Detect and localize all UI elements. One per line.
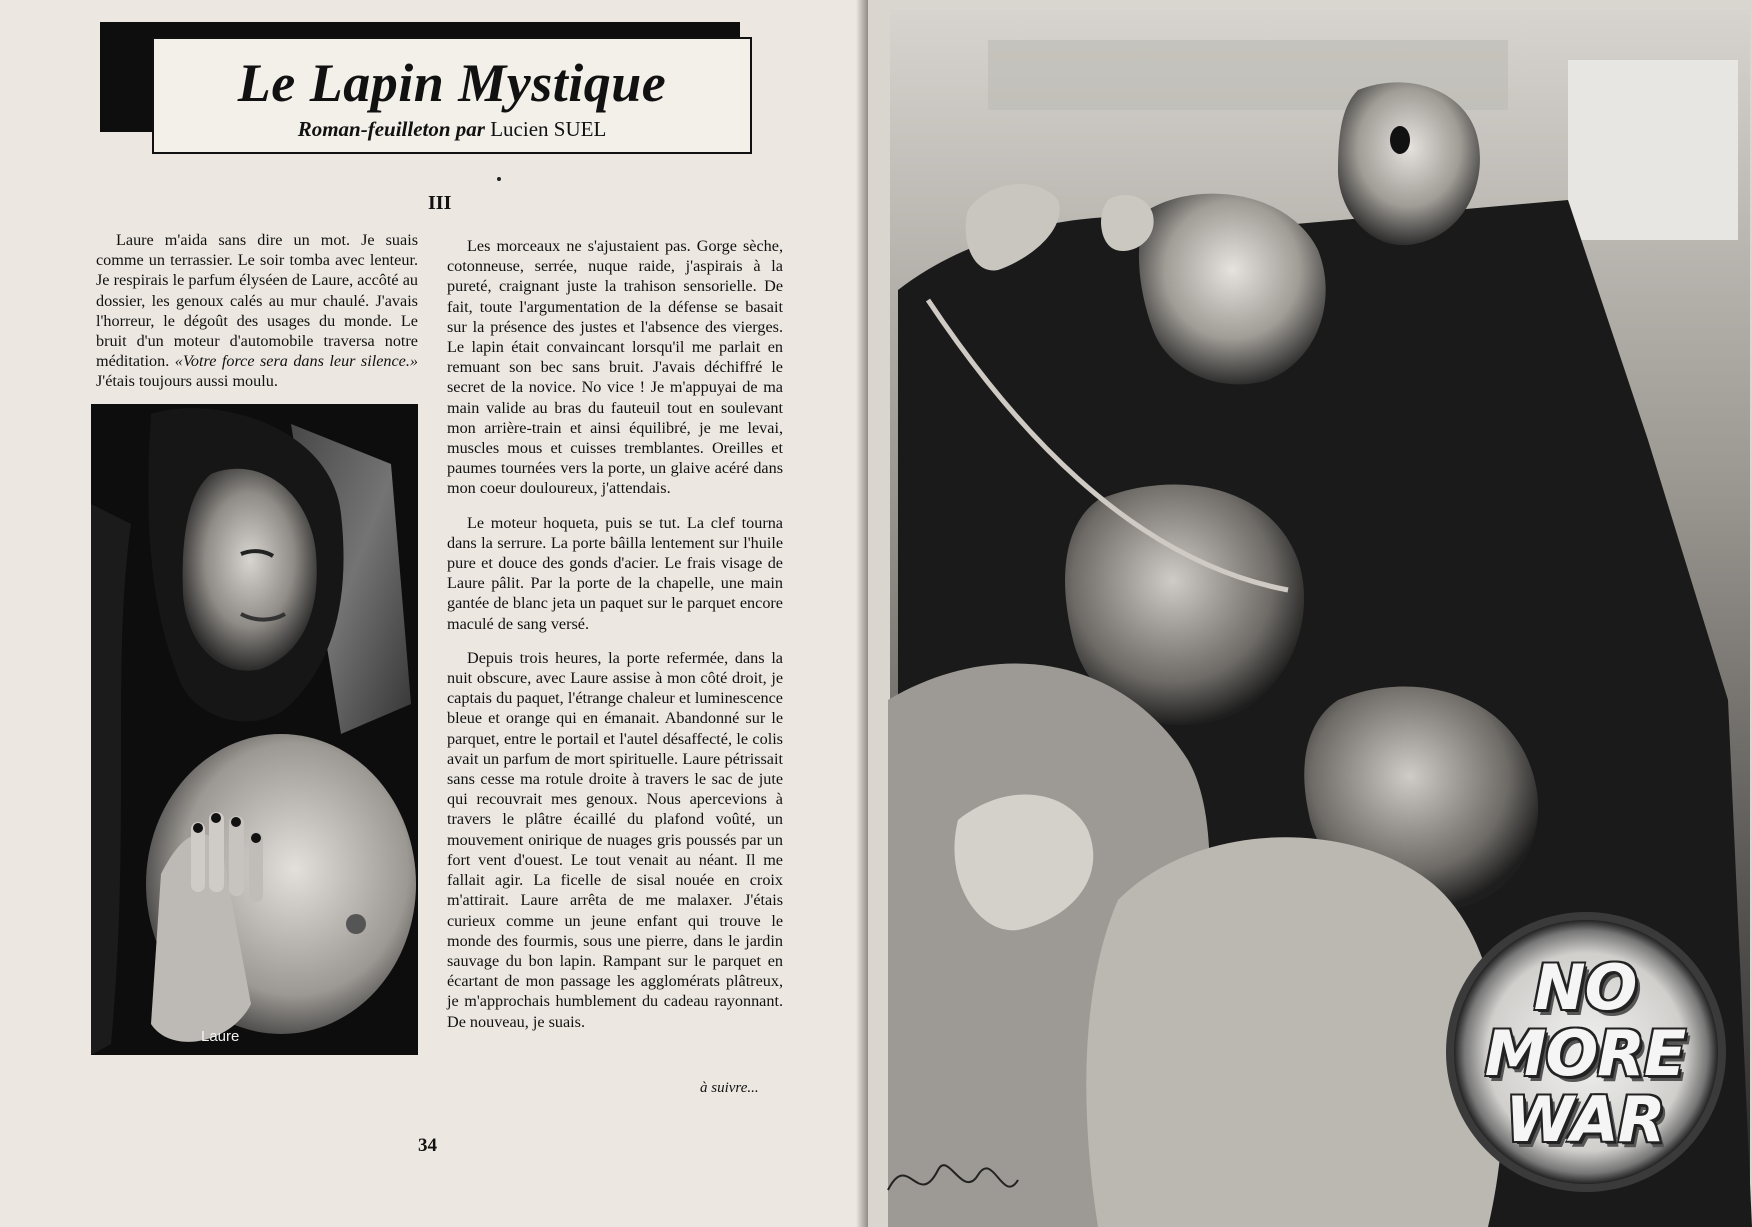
page-number: 34 bbox=[418, 1135, 437, 1156]
no-more-war-badge bbox=[1465, 951, 1705, 1156]
byline bbox=[154, 117, 750, 142]
photo-caption: Laure bbox=[201, 1028, 240, 1045]
right-page bbox=[868, 0, 1752, 1227]
left-page bbox=[0, 0, 868, 1227]
badge-line-1: NO bbox=[1533, 951, 1637, 1024]
to-be-continued: à suivre... bbox=[700, 1080, 759, 1096]
right-text-column bbox=[447, 236, 783, 1046]
author-name: Lucien SUEL bbox=[490, 117, 607, 141]
portrait-photo-laure bbox=[91, 404, 418, 1055]
paragraph-text: Laure m'aida sans dire un mot. Je suais comme un terrassier. Le soir tomba avec lenteur. Je respirais le parfum élyséen de Laure, accôté au dossier, les genoux calés au mur chaulé. J'avais l'horreur, le dégoût des usages du monde. Le bruit d'un moteur d'automobile traversa notre méditation. bbox=[96, 231, 418, 371]
right-paragraph-3: Depuis trois heures, la porte refermée, dans la nuit obscure, avec Laure assise à mon côté droit, je captais du paquet, l'étrange chaleur et luminescence bleue et orange qui en émanait. Abandonné sur le parquet, entre le portail et l'autel désaffecté, le colis avait un parfum de mort spirituelle. Laure pétrissait sans cesse ma rotule droite à travers le sac de jute qui recouvrait mes genoux. Nous apercevions à travers le plâtre écaillé du plafond voûté, un mouvement onirique de nuages gris poussés par un fort vent d'ouest. Le tout venait au néant. Il me fallait agir. La ficelle de sisal nouée en croix m'attirait. Laure arrêta de me malaxer. J'étais curieux comme un jeune enfant qui trouve le monde des fourmis, sous une pierre, dans le jardin sauvage du bon lapin. Rampant sur le parquet en écartant de mon passage les agglomérats plâtreux, je m'approchais humblement du cadeau rayonnant. De nouveau, je suais. bbox=[447, 648, 783, 1031]
left-paragraph bbox=[96, 230, 418, 392]
right-paragraph-1: Les morceaux ne s'ajustaient pas. Gorge sèche, cotonneuse, serrée, nuque raide, j'aspirais à la pureté, craignant juste la trahison sensorielle. De fait, toute l'argumentation de la défense se basait sur la présence des justes et l'absence des vierges. Le lapin était convaincant lorsqu'il me parlait en remuant son bec sans bruit. J'avais déchiffré le secret de la novice. No vice ! Je m'appuyai de ma main valide au bras du fauteuil tout en soulevant mon arrière-train et ainsi équilibré, je me levai, muscles mous et cuisses tremblantes. Oreilles et paumes tournées vers la porte, un glaive acéré dans mon coeur douloureux, j'attendais. bbox=[447, 237, 783, 498]
article-title: Le Lapin Mystique bbox=[237, 53, 667, 113]
title-box bbox=[152, 37, 752, 154]
byline-prefix: Roman-feuilleton par bbox=[297, 117, 485, 141]
badge-line-3: WAR bbox=[1505, 1083, 1665, 1156]
paragraph-end: J'étais toujours aussi moulu. bbox=[96, 372, 278, 391]
italic-quote: «Votre force sera dans leur silence.» bbox=[174, 352, 419, 371]
portrait-illustration bbox=[91, 404, 418, 1055]
left-text-column bbox=[96, 230, 418, 406]
chapter-number: III bbox=[428, 192, 452, 214]
right-paragraph-2: Le moteur hoqueta, puis se tut. La clef tourna dans la serrure. La porte bâilla lentement sur l'huile pure et douce des gonds d'acier. Le frais visage de Laure pâlit. Par la porte de la chapelle, une main gantée de blanc jeta un paquet sur le parquet encore maculé de sang versé. bbox=[447, 513, 783, 633]
badge-line-2: MORE bbox=[1484, 1017, 1686, 1090]
print-speck bbox=[497, 177, 501, 181]
